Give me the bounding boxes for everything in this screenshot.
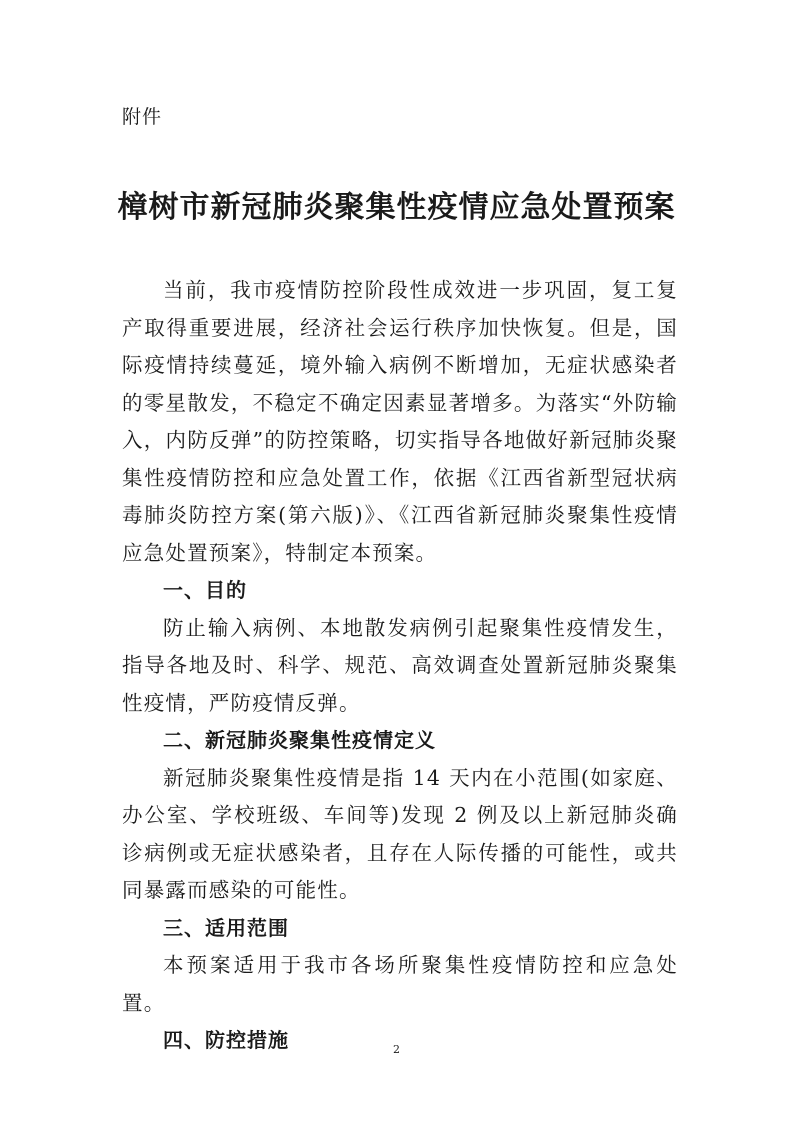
section-heading-definition: 二、新冠肺炎聚集性疫情定义 [163, 728, 436, 752]
section-body-scope: 本预案适用于我市各场所聚集性疫情防控和应急处置。 [122, 953, 678, 1015]
page-number: 2 [393, 1043, 400, 1056]
section-heading-measures: 四、防控措施 [163, 1028, 289, 1052]
document-body [122, 272, 678, 1060]
document-title: 樟树市新冠肺炎聚集性疫情应急处置预案 [117, 190, 676, 225]
section-heading-scope: 三、适用范围 [163, 915, 289, 940]
intro-paragraph: 当前，我市疫情防控阶段性成效进一步巩固，复工复产取得重要进展，经济社会运行秩序加快恢复。但是，国际疫情持续蔓延，境外输入病例不断增加，无症状感染者的零星散发，不稳定不确定因素显著增多。为落实“外防输入，内防反弹”的防控策略，切实指导各地做好新冠肺炎聚集性疫情防控和应急处置工作，依据《江西省新型冠状病毒肺炎防控方案(第六版)》、《江西省新冠肺炎聚集性疫情应急处置预案》，特制定本预案。 [122, 278, 678, 565]
attachment-label: 附件 [122, 106, 163, 128]
section-heading-purpose: 一、目的 [163, 578, 247, 602]
section-body-definition: 新冠肺炎聚集性疫情是指 14 天内在小范围(如家庭、办公室、学校班级、车间等)发现 2 例及以上新冠肺炎确诊病例或无症状感染者，且存在人际传播的可能性，或共同暴露而感染的可能性。 [122, 765, 678, 902]
section-body-purpose: 防止输入病例、本地散发病例引起聚集性疫情发生，指导各地及时、科学、规范、高效调查处置新冠肺炎聚集性疫情，严防疫情反弹。 [122, 615, 678, 715]
